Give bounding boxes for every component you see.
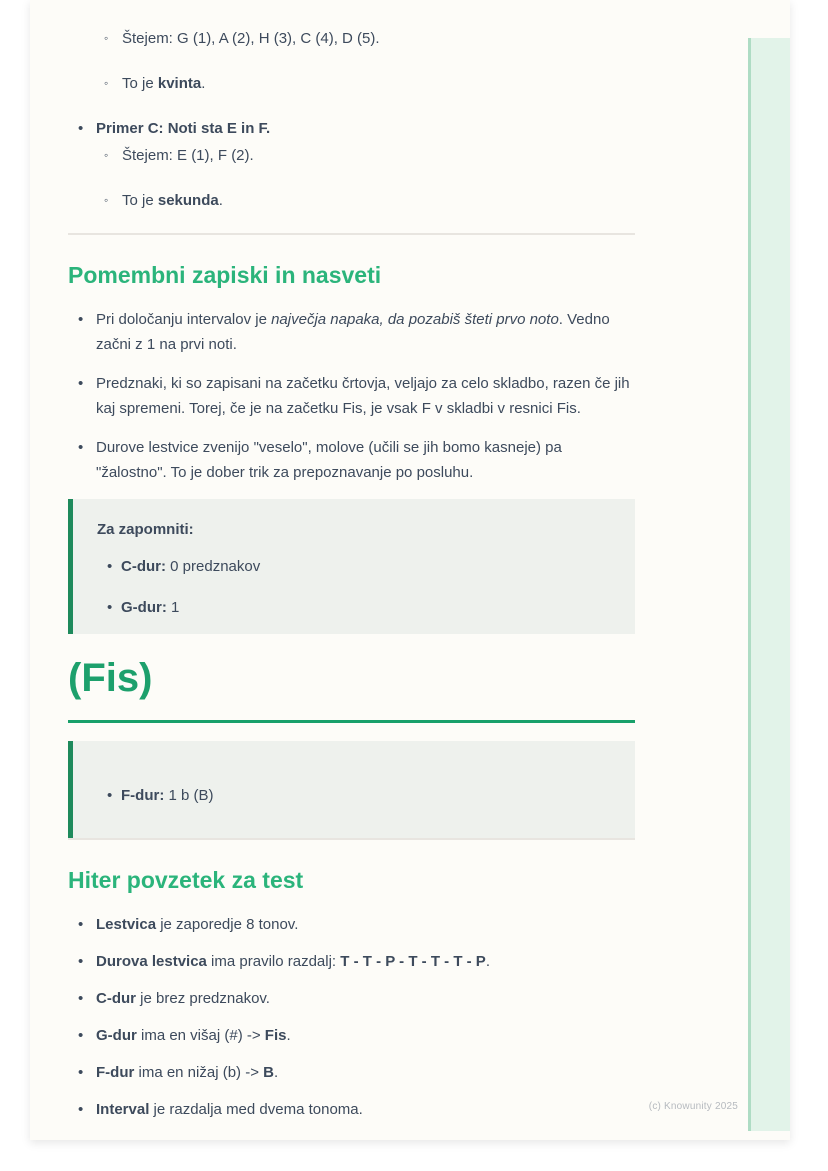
bullet-icon: • [78, 953, 84, 970]
list-item [68, 371, 635, 421]
copyright-notice: (c) Knowunity 2025 [648, 1101, 738, 1112]
notes-list [68, 307, 635, 485]
callout-list-item [97, 783, 611, 808]
callout-list [97, 783, 611, 808]
bullet-icon: • [78, 1027, 84, 1044]
text-segment: 0 predznakov [166, 558, 261, 575]
list-item [68, 912, 635, 937]
text-segment: Fis [264, 1027, 287, 1044]
list-item [68, 143, 635, 168]
text-segment: . [286, 1027, 291, 1044]
text-segment: . [485, 953, 490, 970]
text-segment: sekunda [157, 192, 219, 209]
callout-box [68, 741, 635, 838]
text-segment: . Vedno začni z 1 na prvi noti. [96, 311, 610, 353]
list-item [68, 435, 635, 485]
text-segment: . [218, 192, 223, 209]
bullet-icon: • [107, 787, 113, 804]
list-item [68, 949, 635, 974]
bullet-icon: • [78, 439, 84, 456]
bullet-icon: • [107, 599, 113, 616]
text-segment: Za zapomniti: [97, 521, 194, 538]
list-item [68, 116, 635, 141]
text-segment: Durove lestvice zvenijo "veselo", molove (učili se jih bomo kasneje) pa "žalostno". To je dober trik za prepoznavanje po posluhu. [96, 439, 562, 481]
text-segment: 1 b (B) [164, 787, 214, 804]
document-page [30, 0, 790, 1140]
text-segment: . [273, 1064, 279, 1081]
text-segment: 1 [166, 599, 180, 616]
section-divider [68, 838, 635, 840]
text-segment: Durova lestvica [96, 953, 207, 970]
text-segment: Lestvica [96, 916, 157, 933]
circle-bullet-icon: ◦ [104, 148, 109, 162]
list-item [68, 1060, 635, 1085]
bullet-icon: • [78, 1101, 84, 1118]
text-segment: Primer C: Noti sta E in F. [96, 120, 271, 137]
callout-list [97, 554, 611, 620]
list-item [68, 71, 635, 96]
circle-bullet-icon: ◦ [104, 193, 109, 207]
callout-list-item [97, 595, 611, 620]
text-segment: Štejem: G (1), A (2), H (3), C (4), D (5). [122, 30, 380, 47]
text-segment: ima pravilo razdalj: [206, 953, 341, 970]
text-segment: ima en višaj (#) -> [136, 1027, 265, 1044]
title-underline-rule [68, 720, 635, 723]
text-segment: . [201, 75, 206, 92]
document-content [68, 0, 635, 1134]
section-heading: Hiter povzetek za test [68, 867, 304, 893]
circle-bullet-icon: ◦ [104, 31, 109, 45]
text-segment: Interval [96, 1101, 150, 1118]
text-segment: To je [122, 192, 158, 209]
bullet-icon: • [107, 558, 113, 575]
bullet-icon: • [78, 120, 84, 137]
bullet-icon: • [78, 311, 84, 328]
text-segment: je zaporedje 8 tonov. [156, 916, 299, 933]
summary-list [68, 912, 635, 1122]
list-item [68, 986, 635, 1011]
text-segment: T - T - P - T - T - T - P [340, 953, 486, 970]
page-title: (Fis) [68, 656, 153, 700]
callout-list-item [97, 554, 611, 579]
text-segment: kvinta [157, 75, 202, 92]
list-item [68, 188, 635, 213]
list-item [68, 1023, 635, 1048]
section-divider [68, 233, 635, 235]
bullet-icon: • [78, 375, 84, 392]
text-segment: Štejem: E (1), F (2). [122, 147, 254, 164]
list-item [68, 307, 635, 357]
bullet-icon: • [78, 916, 84, 933]
list-item [68, 1097, 635, 1122]
text-segment: C-dur [96, 990, 136, 1007]
text-segment: je brez predznakov. [136, 990, 270, 1007]
toplist-list [68, 26, 635, 213]
text-segment: C-dur: [121, 558, 166, 575]
text-segment: G-dur: [121, 599, 167, 616]
bullet-icon: • [78, 1064, 84, 1081]
text-segment: F-dur: [121, 787, 165, 804]
text-segment: največja napaka, da pozabiš šteti prvo noto [271, 311, 559, 328]
text-segment: Predznaki, ki so zapisani na začetku črtovja, veljajo za celo skladbo, razen če jih kaj spremeni. Torej, če je na začetku Fis, je vsak F v skladbi v resnici Fis. [96, 375, 630, 417]
text-segment: F-dur [96, 1064, 135, 1081]
callout-box [68, 499, 635, 634]
text-segment: G-dur [96, 1027, 137, 1044]
text-segment: To je [122, 75, 158, 92]
bullet-icon: • [78, 990, 84, 1007]
page-edge-accent-bar [748, 38, 790, 1131]
text-segment: B [263, 1064, 274, 1081]
list-item [68, 26, 635, 51]
text-segment: ima en nižaj (b) -> [134, 1064, 264, 1081]
circle-bullet-icon: ◦ [104, 76, 109, 90]
text-segment: je razdalja med dvema tonoma. [149, 1101, 363, 1118]
section-heading: Pomembni zapiski in nasveti [68, 262, 382, 288]
callout-title [97, 517, 611, 542]
text-segment: Pri določanju intervalov je [96, 311, 272, 328]
